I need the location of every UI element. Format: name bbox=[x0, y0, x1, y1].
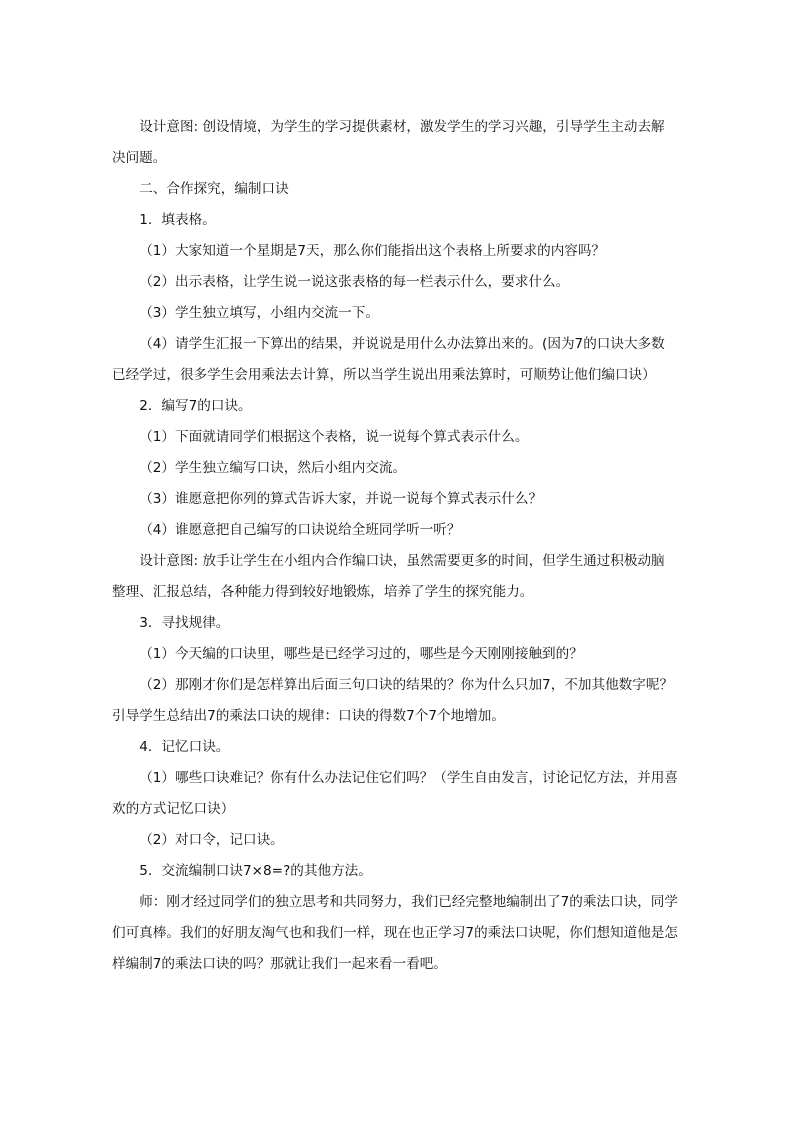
design-intent-paragraph: 设计意图: 放手让学生在小组内合作编口诀，虽然需要更多的时间，但学生通过积极动脑整理、汇报总结，各种能力得到较好地锻炼，培养了学生的探究能力。 bbox=[112, 553, 665, 600]
section-heading: 二、合作探究，编制口诀 bbox=[139, 181, 289, 197]
step-heading-exchange-methods: 5．交流编制口诀7×8=?的其他方法。 bbox=[139, 863, 372, 879]
design-intent-paragraph: 设计意图: 创设情境，为学生的学习提供素材，激发学生的学习兴趣，引导学生主动去解决问题。 bbox=[112, 119, 665, 166]
list-item: （1）大家知道一个星期是7天，那么你们能指出这个表格上所要求的内容吗？ bbox=[139, 243, 606, 259]
list-item: （1）下面就请同学们根据这个表格，说一说每个算式表示什么。 bbox=[139, 429, 529, 445]
teacher-paragraph: 师：刚才经过同学们的独立思考和共同努力，我们已经完整地编制出了7的乘法口诀，同学们可真棒。我们的好朋友淘气也和我们一样，现在也正学习7的乘法口诀呢，你们想知道他是怎样编制7的乘法口诀的吗？那就让我们一起来看一看吧。 bbox=[112, 894, 678, 972]
list-item: （2）对口令，记口诀。 bbox=[139, 832, 284, 848]
list-item: （1）哪些口诀难记？你有什么办法记住它们吗？（学生自由发言，讨论记忆方法，并用喜欢的方式记忆口诀） bbox=[112, 770, 678, 817]
list-item: （1）今天编的口诀里，哪些是已经学习过的，哪些是今天刚刚接触到的？ bbox=[139, 646, 583, 662]
list-item: （3）学生独立填写，小组内交流一下。 bbox=[139, 305, 379, 321]
step-heading-find-pattern: 3．寻找规律。 bbox=[139, 615, 230, 631]
list-item: （2）学生独立编写口诀，然后小组内交流。 bbox=[139, 460, 407, 476]
step-heading-write-rhymes: 2．编写7的口诀。 bbox=[139, 398, 252, 414]
step-heading-memorize: 4．记忆口诀。 bbox=[139, 739, 230, 755]
list-item: （2）出示表格，让学生说一说这张表格的每一栏表示什么，要求什么。 bbox=[139, 274, 570, 290]
list-item: （3）谁愿意把你列的算式告诉大家，并说一说每个算式表示什么？ bbox=[139, 491, 543, 507]
list-item: （4）谁愿意把自己编写的口诀说给全班同学听一听？ bbox=[139, 522, 461, 538]
document-page bbox=[112, 112, 678, 980]
list-item: （2）那刚才你们是怎样算出后面三句口诀的结果的？你为什么只加7，不加其他数字呢？引导学生总结出7的乘法口诀的规律：口诀的得数7个7个地增加。 bbox=[112, 677, 674, 724]
list-item: （4）请学生汇报一下算出的结果，并说说是用什么办法算出来的。(因为7的口诀大多数已经学过，很多学生会用乘法去计算，所以当学生说出用乘法算时，可顺势让他们编口诀） bbox=[112, 336, 665, 383]
step-heading-fill-table: 1．填表格。 bbox=[139, 212, 216, 228]
